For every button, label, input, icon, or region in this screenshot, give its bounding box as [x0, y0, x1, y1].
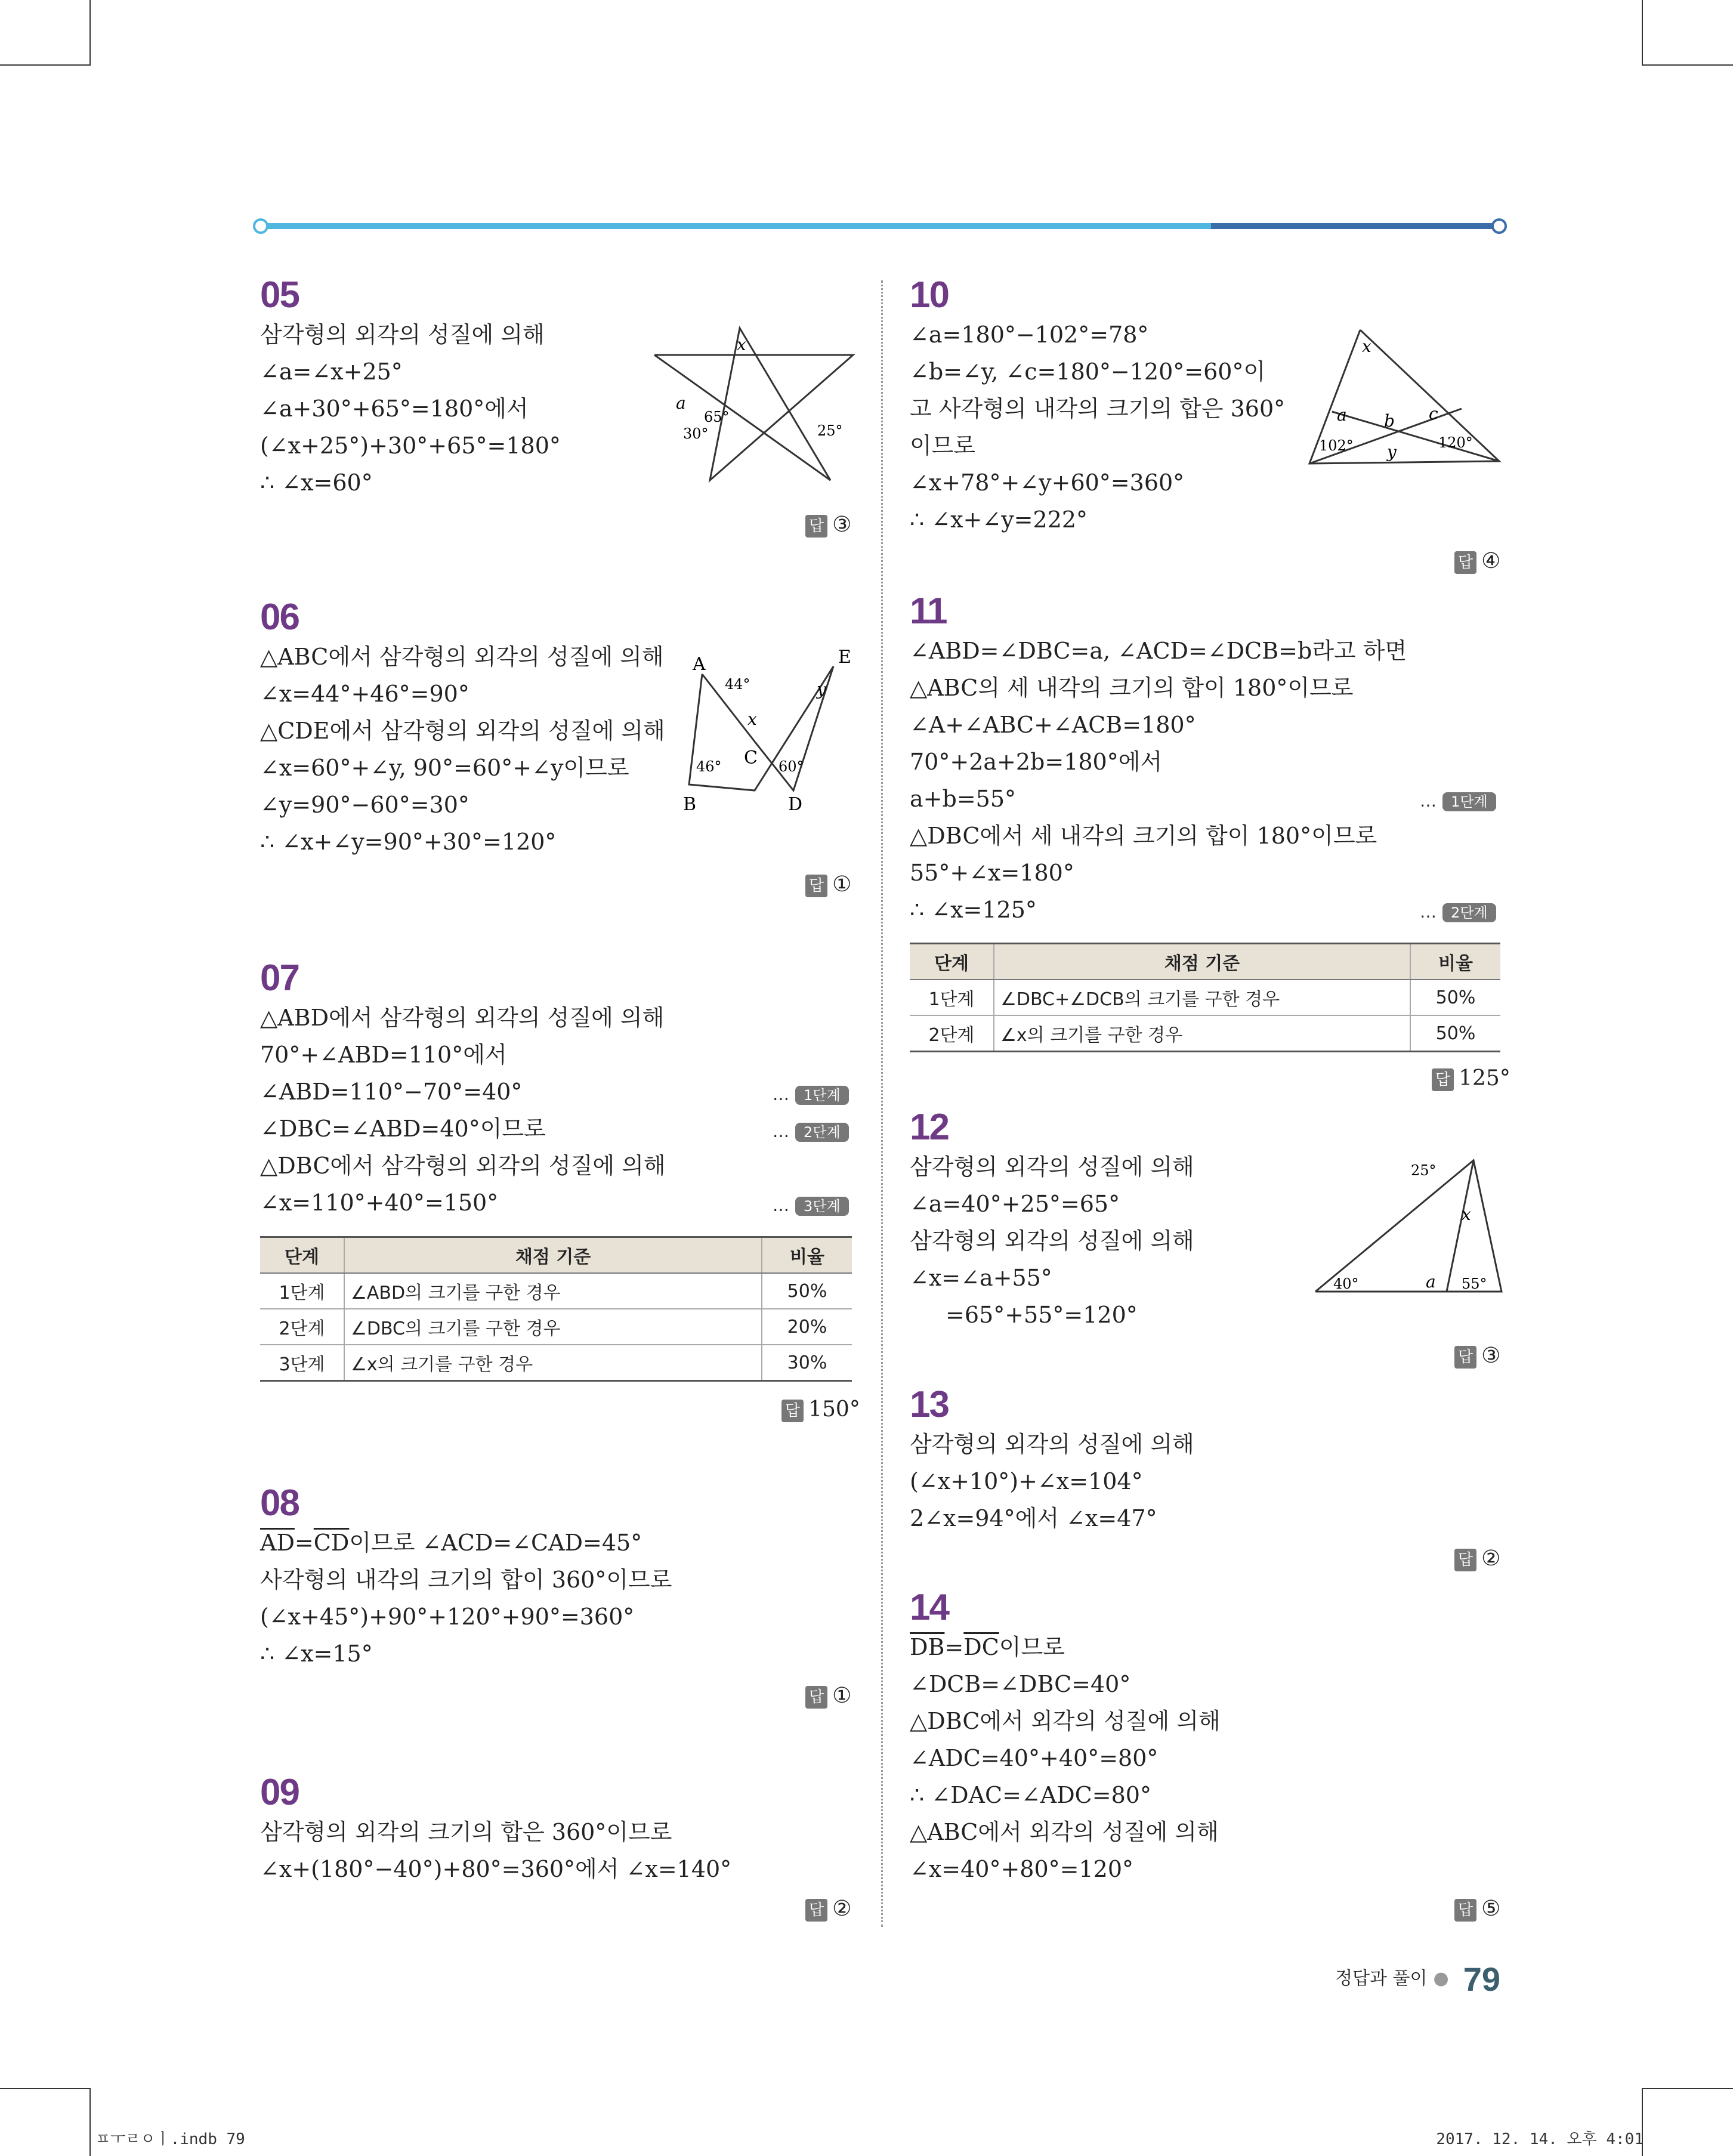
solution-line: ∠ABD=∠DBC=a, ∠ACD=∠DCB=b라고 하면	[910, 638, 1407, 664]
triangle-quad-figure	[1303, 325, 1503, 468]
solution-line: ∠a+30°+65°=180°에서	[260, 396, 529, 422]
fig-label: x	[1362, 336, 1371, 356]
solution-line: ∠a=180°−102°=78°	[910, 322, 1149, 348]
fig-label: D	[788, 794, 803, 815]
fig-label: b	[1384, 411, 1395, 431]
solution-line: ∠x=110°+40°=150°	[260, 1190, 499, 1216]
table-row	[260, 1273, 852, 1309]
fig-label: 40°	[1333, 1275, 1359, 1292]
table-cell: 30%	[762, 1345, 852, 1381]
problem-number: 13	[910, 1384, 949, 1425]
answer	[1432, 1064, 1510, 1094]
segment-label: $\overline{CD}$	[313, 1530, 350, 1556]
table-row	[910, 980, 1500, 1015]
fig-label: c	[1429, 404, 1438, 424]
solution-line: ∠x=60°+∠y, 90°=60°+∠y이므로	[260, 755, 629, 781]
solution-line: ∠ABD=110°−70°=40°	[260, 1079, 523, 1105]
answer	[1454, 1341, 1500, 1371]
answer-value: ②	[832, 1896, 852, 1921]
answer-tag: 답	[1454, 1346, 1476, 1369]
table-cell: ∠x의 크기를 구한 경우	[994, 1015, 1410, 1052]
header-bar-light	[257, 223, 1211, 229]
page-number: 79	[1463, 1960, 1500, 1998]
segment-label: $\overline{AD}$	[260, 1530, 295, 1556]
solution-line: ∴ ∠x=15°	[260, 1641, 373, 1667]
fig-label: 102°	[1319, 437, 1354, 454]
solution-line: ∴ ∠x=60°	[260, 469, 373, 496]
table-cell: 50%	[1410, 980, 1500, 1015]
step-pill: 3단계	[795, 1197, 849, 1216]
solution-line: ∠ADC=40°+40°=80°	[910, 1745, 1159, 1771]
fig-label: y	[1387, 442, 1397, 462]
header-bar-right-dot	[1491, 218, 1507, 234]
fig-label: x	[737, 335, 746, 354]
segment-label: $\overline{DC}$	[963, 1634, 999, 1660]
answer	[1454, 546, 1500, 576]
fig-label: 46°	[696, 758, 722, 775]
fig-label: 120°	[1438, 434, 1473, 451]
problem-number: 12	[910, 1107, 949, 1148]
page-footer	[1335, 1960, 1500, 1999]
table-cell: 3단계	[260, 1345, 344, 1381]
section-title: 정답과 풀이	[1335, 1968, 1428, 1989]
step-pill: 1단계	[795, 1086, 849, 1105]
imprint-right: 2017. 12. 14. 오후 4:01	[1436, 2130, 1644, 2148]
problem-number: 10	[910, 274, 949, 316]
table-row	[260, 1345, 852, 1381]
answer-tag: 답	[1432, 1068, 1454, 1091]
table-header: 단계	[910, 944, 994, 980]
problem-number: 11	[910, 591, 947, 632]
answer	[805, 1894, 851, 1924]
table-header: 비율	[762, 1237, 852, 1274]
header-bar-dark	[1211, 223, 1497, 229]
answer-value: ②	[1481, 1546, 1501, 1571]
fig-label: x	[1462, 1204, 1471, 1224]
answer-tag: 답	[805, 1686, 827, 1709]
problem-10	[910, 274, 1285, 538]
answer-tag: 답	[805, 1899, 827, 1922]
problem-13	[910, 1384, 1194, 1537]
step-marker: … 3단계	[773, 1194, 849, 1218]
table-row	[910, 1015, 1500, 1052]
star-figure	[647, 325, 862, 486]
crop-mark	[0, 64, 89, 66]
answer-value: ④	[1481, 549, 1501, 573]
problem-05	[260, 274, 561, 501]
solution-line: 2∠x=94°에서 ∠x=47°	[910, 1505, 1157, 1531]
problem-number: 06	[260, 597, 299, 638]
solution-line: ∠A+∠ABC+∠ACB=180°	[910, 712, 1196, 738]
fig-label: 55°	[1462, 1275, 1487, 1292]
fig-label: 25°	[1411, 1162, 1437, 1179]
solution-line: a+b=55°	[910, 786, 1017, 812]
crop-mark	[89, 2088, 91, 2156]
solution-line: 삼각형의 외각의 성질에 의해	[260, 322, 545, 348]
solution-line: ∠a=40°+25°=65°	[910, 1191, 1120, 1217]
solution-line: ∠DCB=∠DBC=40°	[910, 1671, 1131, 1697]
solution-line: ∠DBC=∠ABD=40°이므로	[260, 1116, 546, 1142]
problem-14	[910, 1587, 1221, 1888]
solution-line: △ABD에서 삼각형의 외각의 성질에 의해	[260, 1005, 665, 1031]
answer-value: ③	[1481, 1343, 1501, 1368]
step-marker: … 2단계	[1420, 900, 1496, 924]
problem-08	[260, 1482, 672, 1672]
step-marker: … 1단계	[773, 1083, 849, 1107]
rubric-table	[260, 1236, 852, 1382]
problem-07	[260, 957, 666, 1221]
problem-12	[910, 1107, 1194, 1333]
solution-line: △ABC에서 삼각형의 외각의 성질에 의해	[260, 644, 664, 670]
answer-value: ①	[832, 872, 852, 897]
solution-line: 70°+2a+2b=180°에서	[910, 749, 1163, 775]
answer-tag: 답	[805, 515, 827, 538]
table-cell: ∠DBC+∠DCB의 크기를 구한 경우	[994, 980, 1410, 1015]
fig-label: B	[683, 794, 697, 815]
answer	[1454, 1894, 1500, 1924]
answer	[1454, 1544, 1500, 1574]
answer-tag: 답	[1454, 551, 1476, 574]
answer-value: 150°	[808, 1397, 860, 1422]
solution-line: ∴ ∠x+∠y=90°+30°=120°	[260, 829, 557, 855]
table-cell: 20%	[762, 1309, 852, 1345]
problem-number: 07	[260, 957, 299, 999]
answer	[805, 870, 851, 900]
solution-line: 이므로	[910, 433, 976, 459]
solution-line: ∠x=∠a+55°	[910, 1265, 1052, 1291]
answer-value: ③	[832, 512, 852, 537]
solution-line: ∠y=90°−60°=30°	[260, 792, 469, 818]
header-bar	[257, 218, 1502, 234]
problem-09	[260, 1772, 731, 1888]
table-cell: ∠DBC의 크기를 구한 경우	[344, 1309, 762, 1345]
solution-line: 사각형의 내각의 크기의 합이 360°이므로	[260, 1567, 672, 1593]
table-header: 채점 기준	[994, 944, 1410, 980]
column-divider	[881, 280, 883, 1927]
header-bar-left-dot	[253, 218, 268, 234]
table-cell: ∠ABD의 크기를 구한 경우	[344, 1273, 762, 1309]
solution-line: 55°+∠x=180°	[910, 860, 1074, 886]
fig-label: y	[817, 679, 826, 699]
answer-value: ⑤	[1481, 1896, 1501, 1921]
solution-line: 삼각형의 외각의 성질에 의해	[910, 1228, 1194, 1254]
problem-11	[910, 591, 1407, 928]
problem-number: 09	[260, 1772, 299, 1813]
fig-label: 65°	[704, 409, 730, 425]
answer	[781, 1395, 860, 1425]
problem-number: 14	[910, 1587, 949, 1628]
solution-line: 70°+∠ABD=110°에서	[260, 1042, 507, 1068]
solution-line: ∠x+(180°−40°)+80°=360°에서 ∠x=140°	[260, 1856, 732, 1882]
answer-tag: 답	[781, 1400, 804, 1422]
bullet-icon: ●	[1433, 1968, 1449, 1989]
table-cell: 50%	[1410, 1015, 1500, 1052]
fig-label: 60°	[779, 758, 804, 775]
table-cell: ∠x의 크기를 구한 경우	[344, 1345, 762, 1381]
table-cell: 1단계	[260, 1273, 344, 1309]
answer-tag: 답	[805, 875, 827, 897]
table-header: 비율	[1410, 944, 1500, 980]
problem-number: 08	[260, 1482, 299, 1524]
solution-line: △DBC에서 외각의 성질에 의해	[910, 1708, 1221, 1734]
table-cell: 1단계	[910, 980, 994, 1015]
crop-mark	[89, 0, 91, 66]
table-header: 단계	[260, 1237, 344, 1274]
answer-tag: 답	[1454, 1899, 1476, 1922]
fig-label: E	[838, 647, 851, 668]
solution-line: △ABC의 세 내각의 크기의 합이 180°이므로	[910, 675, 1354, 701]
solution-line: 삼각형의 외각의 성질에 의해	[910, 1431, 1194, 1457]
crop-mark	[0, 2088, 89, 2089]
bowtie-figure	[677, 641, 862, 820]
fig-label: A	[693, 654, 706, 675]
fig-label: 25°	[817, 422, 843, 439]
answer	[805, 1681, 851, 1711]
fig-label: 44°	[725, 676, 750, 693]
table-cell: 50%	[762, 1273, 852, 1309]
solution-line: ∠x=44°+46°=90°	[260, 681, 469, 707]
table-row	[260, 1309, 852, 1345]
fig-label: C	[744, 748, 758, 768]
table-cell: 2단계	[260, 1309, 344, 1345]
solution-line: $\overline{AD}=\overline{CD}$이므로 ∠ACD=∠CAD=45°	[260, 1530, 642, 1556]
fig-label: a	[676, 393, 686, 413]
crop-mark	[1642, 0, 1643, 66]
table-cell: 2단계	[910, 1015, 994, 1052]
answer-value: 125°	[1459, 1066, 1510, 1091]
problem-06	[260, 597, 665, 860]
answer-value: ①	[832, 1684, 852, 1708]
solution-line: △DBC에서 세 내각의 크기의 합이 180°이므로	[910, 823, 1377, 849]
crop-mark	[1643, 2088, 1733, 2089]
solution-line: ∴ ∠DAC=∠ADC=80°	[910, 1782, 1151, 1808]
problem-number: 05	[260, 274, 299, 316]
answer	[805, 510, 851, 540]
solution-line: ∠b=∠y, ∠c=180°−120°=60°이	[910, 359, 1266, 385]
solution-line: ∠a=∠x+25°	[260, 359, 403, 385]
solution-line: ∴ ∠x+∠y=222°	[910, 506, 1088, 533]
solution-line: ∴ ∠x=125°	[910, 897, 1037, 923]
solution-line: △DBC에서 삼각형의 외각의 성질에 의해	[260, 1153, 666, 1179]
fig-label: a	[1426, 1272, 1436, 1292]
step-pill: 2단계	[1442, 903, 1496, 922]
step-pill: 1단계	[1442, 792, 1496, 811]
triangle-figure	[1309, 1151, 1506, 1298]
imprint-left: ㅍㅜㄹㅇㅣ.indb 79	[95, 2130, 245, 2148]
fig-label: x	[747, 709, 757, 729]
table-header: 채점 기준	[344, 1237, 762, 1274]
segment-label: $\overline{DB}$	[910, 1634, 945, 1660]
step-marker: … 1단계	[1420, 789, 1496, 813]
solution-line: 고 사각형의 내각의 크기의 합은 360°	[910, 396, 1286, 422]
solution-line: △ABC에서 외각의 성질에 의해	[910, 1819, 1219, 1845]
fig-label: a	[1337, 405, 1347, 425]
solution-line: ∠x+78°+∠y+60°=360°	[910, 469, 1185, 496]
answer-tag: 답	[1454, 1549, 1476, 1571]
rubric-table	[910, 943, 1500, 1052]
table-header-row	[260, 1237, 852, 1274]
solution-line: $\overline{DB}=\overline{DC}$이므로	[910, 1634, 1065, 1660]
solution-line: 삼각형의 외각의 성질에 의해	[910, 1154, 1194, 1180]
step-pill: 2단계	[795, 1123, 849, 1142]
table-header-row	[910, 944, 1500, 980]
step-marker: … 2단계	[773, 1120, 849, 1144]
solution-line: ∠x=40°+80°=120°	[910, 1856, 1134, 1882]
fig-label: 30°	[683, 425, 709, 442]
solution-line: 삼각형의 외각의 크기의 합은 360°이므로	[260, 1819, 672, 1845]
solution-line: (∠x+45°)+90°+120°+90°=360°	[260, 1604, 635, 1630]
solution-line: △CDE에서 삼각형의 외각의 성질에 의해	[260, 718, 665, 744]
crop-mark	[1643, 64, 1733, 66]
solution-line: =65°+55°=120°	[946, 1302, 1138, 1328]
solution-line: (∠x+10°)+∠x=104°	[910, 1468, 1143, 1494]
solution-line: (∠x+25°)+30°+65°=180°	[260, 433, 561, 459]
